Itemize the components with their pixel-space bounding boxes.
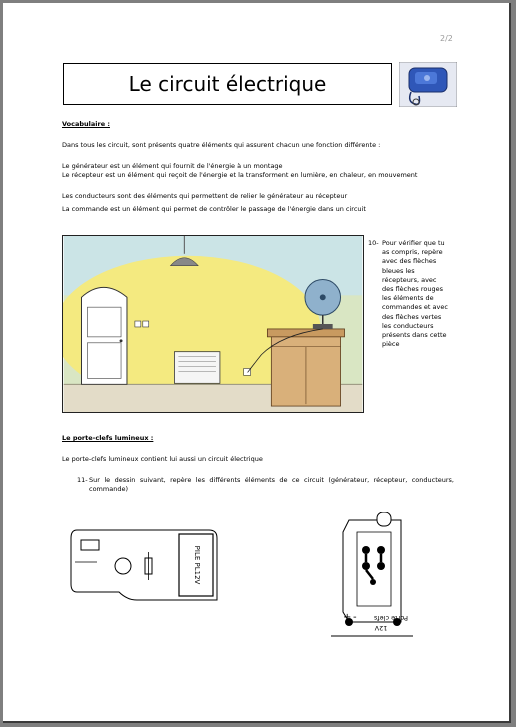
- title-box: [63, 63, 392, 105]
- question-10-number: 10-: [368, 239, 379, 247]
- keyring-circuit-diagram: [321, 512, 421, 642]
- def-recepteur: Le récepteur est un élément qui reçoit de l'énergie et la transforment en lumière, en chaleur, en mouvement: [62, 171, 418, 179]
- question-10-text: Pour vérifier que tu as compris, repère avec des flèches bleues les récepteurs, avec des flèches rouges les éléments de commandes et avec des flèches vertes les conducteurs présents dans cette pièce: [382, 239, 448, 349]
- keyring-battery-diagram: [67, 522, 219, 608]
- porte-clefs-intro: Le porte-clefs lumineux contient lui aussi un circuit électrique: [62, 455, 263, 463]
- room-illustration: [62, 235, 364, 413]
- page-title: Le circuit électrique: [128, 72, 327, 96]
- keyring-photo: [399, 62, 457, 107]
- def-conducteurs: Les conducteurs sont des éléments qui permettent de relier le générateur au récepteur: [62, 192, 348, 200]
- battery-label: PILE PL12V: [193, 545, 201, 585]
- keyring-label-line1: Porte clefs: [373, 614, 409, 622]
- def-generateur: Le générateur est un élément qui fournit de l'énergie à un montage: [62, 162, 283, 170]
- vocab-heading: Vocabulaire :: [62, 120, 110, 128]
- def-commande: La commande est un élément qui permet de contrôler le passage de l'énergie dans un circuit: [62, 205, 366, 213]
- question-11-number: 11-: [77, 476, 88, 484]
- page-number: 2/2: [440, 34, 453, 43]
- plus-label: +: [343, 612, 352, 623]
- porte-clefs-heading: Le porte-clefs lumineux :: [62, 434, 154, 442]
- minus-label: -: [353, 612, 357, 623]
- vocab-intro: Dans tous les circuit, sont présents quatre éléments qui assurent chacun une fonction différente :: [62, 141, 381, 149]
- document-page: [3, 3, 511, 723]
- keyring-label-line2: 12V: [374, 624, 388, 632]
- question-11-text: Sur le dessin suivant, repère les différents éléments de ce circuit (générateur, récepteur, conducteurs, commande): [89, 476, 454, 493]
